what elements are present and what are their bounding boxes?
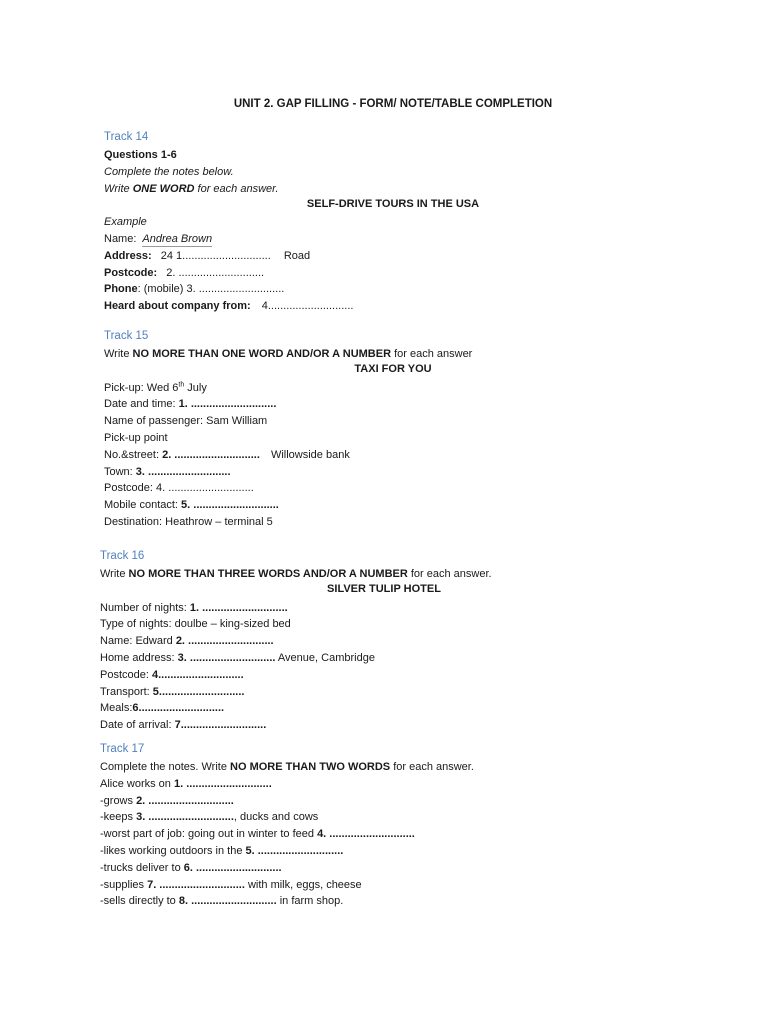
answer-gap: 1. ............................ — [189, 601, 288, 614]
answer-gap: 1. ............................ — [178, 398, 277, 411]
phone-row — [104, 281, 353, 298]
instruction-emphasis: ONE WORD — [132, 182, 195, 195]
note-text: Alice works on — [100, 777, 174, 790]
pickup-point-row: Pick-up point — [104, 431, 168, 444]
postcode-row — [100, 667, 492, 684]
answer-gap: 4. ............................ — [155, 482, 254, 495]
field-label: Heard about company from: — [104, 300, 251, 313]
answer-gap: 7. ............................ — [147, 878, 245, 891]
postcode-row — [104, 265, 353, 282]
section-track-15 — [104, 328, 472, 531]
note-text: -worst part of job: going out in winter to feed — [100, 828, 318, 841]
instruction-line — [100, 759, 474, 776]
field-label: Number of nights: — [100, 601, 190, 614]
town-row — [104, 464, 472, 481]
field-suffix: Avenue, Cambridge — [275, 651, 375, 664]
section-heading: SELF-DRIVE TOURS IN THE USA — [306, 198, 480, 210]
note-text: with milk, eggs, cheese — [244, 878, 362, 891]
field-label: Town: — [104, 465, 136, 478]
transport-row — [100, 684, 492, 701]
answer-gap: 2. ............................ — [175, 635, 274, 648]
field-label: Postcode: — [104, 266, 158, 279]
section-heading: SILVER TULIP HOTEL — [327, 583, 441, 595]
example-name-row — [104, 231, 353, 248]
answer-gap: 5. ............................ — [245, 844, 344, 857]
answer-gap: 2. ............................ — [162, 448, 260, 461]
date-time-row — [104, 396, 472, 413]
note-line — [100, 793, 474, 810]
note-line — [100, 843, 474, 860]
field-suffix: Road — [283, 249, 311, 262]
answer-gap: 1. ............................ — [173, 777, 272, 790]
answer-gap: 6. ............................ — [183, 861, 282, 874]
note-line — [100, 826, 474, 843]
instruction-emphasis: NO MORE THAN THREE WORDS AND/OR A NUMBER — [128, 568, 408, 580]
instruction-text: Write — [100, 568, 129, 580]
note-line — [100, 809, 474, 826]
passenger-row: Name of passenger: Sam William — [104, 415, 268, 428]
destination-row: Destination: Heathrow – terminal 5 — [104, 515, 273, 528]
instruction-text: for each answer — [391, 348, 473, 360]
field-label: Home address: — [100, 651, 178, 664]
field-label: Date of arrival: — [100, 719, 175, 732]
field-label: Meals: — [100, 702, 133, 715]
note-text: -grows — [100, 794, 137, 807]
street-row — [104, 447, 472, 464]
answer-gap: 4............................ — [261, 300, 354, 313]
field-label: Mobile contact: — [104, 499, 182, 512]
answer-gap: 7............................ — [174, 719, 267, 732]
answer-gap: 8. ............................ — [178, 895, 277, 908]
instruction-text: Write — [104, 182, 133, 195]
instruction-text: Complete the notes. Write — [100, 761, 231, 773]
field-label: Postcode: — [100, 668, 152, 681]
instruction-emphasis: NO MORE THAN TWO WORDS — [230, 761, 391, 773]
answer-gap: 4............................ — [151, 668, 244, 681]
note-line — [100, 893, 474, 910]
note-text: in farm shop. — [276, 895, 344, 908]
answer-gap: 3. ............................ — [177, 651, 276, 664]
answer-gap: 3. ............................ — [136, 811, 234, 824]
instruction-line: Complete the notes below. — [104, 165, 234, 178]
field-text: July — [184, 381, 207, 394]
answer-gap: 5............................ — [152, 685, 245, 698]
arrival-row — [100, 717, 492, 734]
instruction-line — [104, 181, 353, 198]
answer-gap: 2. ............................ — [166, 266, 265, 279]
field-label: Name: — [104, 232, 137, 245]
section-track-17 — [100, 741, 474, 910]
note-line — [100, 877, 474, 894]
room-type-row: Type of nights: doulbe – king-sized bed — [100, 618, 291, 631]
field-label: Address: — [104, 249, 152, 262]
track-16-label: Track 16 — [100, 550, 145, 562]
answer-gap: 6............................ — [132, 702, 225, 715]
note-line — [100, 860, 474, 877]
answer-gap: 3. ........................... — [135, 465, 231, 478]
instruction-text: for each answer. — [194, 182, 279, 195]
answer-gap: 4. ............................ — [317, 828, 415, 841]
track-15-label: Track 15 — [104, 330, 149, 342]
note-text: -supplies — [100, 878, 148, 891]
answer-gap: 24 1............................. — [160, 249, 271, 262]
section-track-16 — [100, 548, 492, 734]
field-label: Postcode: — [104, 482, 156, 495]
field-label: No.&street: — [104, 448, 163, 461]
note-text: -likes working outdoors in the — [100, 844, 246, 857]
instruction-text: for each answer. — [390, 761, 474, 773]
instruction-emphasis: NO MORE THAN ONE WORD AND/OR A NUMBER — [132, 348, 392, 360]
track-17-label: Track 17 — [100, 743, 145, 755]
field-label: Transport: — [100, 685, 153, 698]
track-14-label: Track 14 — [104, 131, 149, 143]
field-label: Phone — [104, 283, 138, 296]
questions-label: Questions 1-6 — [104, 149, 177, 161]
section-heading: TAXI FOR YOU — [354, 363, 432, 375]
note-text: -trucks deliver to — [100, 861, 184, 874]
field-suffix: Willowside bank — [270, 448, 350, 461]
field-label: Date and time: — [104, 398, 179, 411]
ordinal-suffix: th — [178, 380, 185, 388]
postcode-row — [104, 480, 472, 497]
example-label: Example — [104, 216, 147, 229]
example-name-value: Andrea Brown — [142, 232, 213, 245]
note-text: -sells directly to — [100, 895, 179, 908]
answer-gap: 2. ............................ — [136, 794, 234, 807]
nights-row — [100, 600, 492, 617]
address-row — [104, 248, 353, 265]
answer-gap: 5. ............................ — [181, 499, 279, 512]
field-label: Name: Edward — [100, 635, 176, 648]
note-text: -keeps — [100, 811, 137, 824]
heard-row — [104, 298, 353, 315]
note-line — [100, 776, 474, 793]
section-track-14 — [104, 129, 353, 315]
instruction-text: for each answer. — [407, 568, 492, 580]
home-address-row — [100, 650, 492, 667]
page-title: UNIT 2. GAP FILLING - FORM/ NOTE/TABLE COMPLETION — [233, 98, 553, 110]
note-text: , ducks and cows — [233, 811, 319, 824]
field-text: Pick-up: Wed 6 — [104, 381, 179, 394]
instruction-text: Write — [104, 348, 133, 360]
meals-row — [100, 700, 492, 717]
answer-gap: : (mobile) 3. ............................ — [137, 283, 285, 296]
mobile-row — [104, 497, 472, 514]
pickup-row — [104, 380, 472, 397]
name-row — [100, 633, 492, 650]
